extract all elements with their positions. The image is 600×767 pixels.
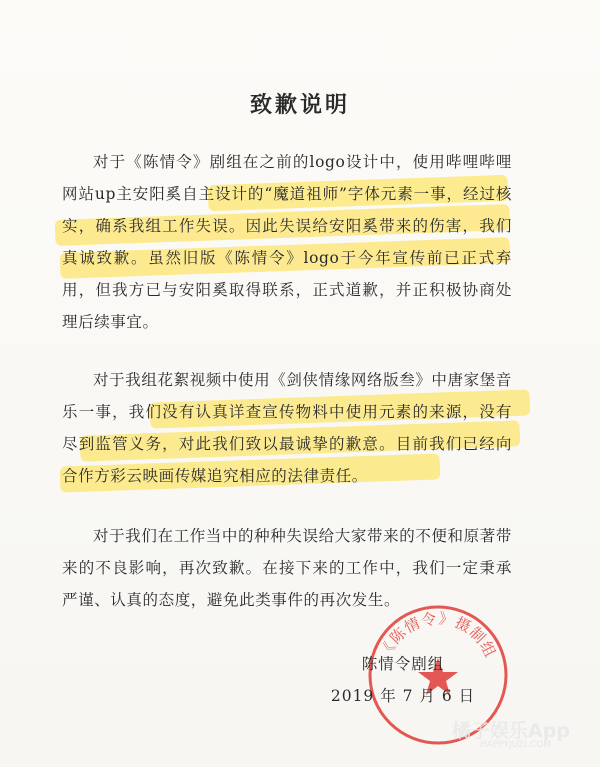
paragraph-music-apology: 对于我组花絮视频中使用《剑侠情缘网络版叁》中唐家堡音乐一事，我们没有认真详查宣传物料中使用元素的来源，没有尽到监管义务，对此我们致以最诚挚的歉意。目前我们已经向合作方彩云映画传媒追究相应的法律责任。	[62, 371, 512, 485]
watermark-logo: 橘子娱乐App	[452, 720, 570, 742]
signature: 陈情令剧组	[361, 655, 445, 673]
page-title: 致歉说明	[249, 92, 350, 118]
seal-text: 《陈情令》摄制组	[376, 609, 500, 661]
date: 2019 年 7 月 6 日	[330, 687, 476, 705]
paragraph-closing: 对于我们在工作当中的种种失误给大家带来的不便和原著带来的不良影响，再次致歉。在接下来的工作中，我们一定秉承严谨、认真的态度，避免此类事件的再次发生。	[62, 527, 512, 609]
paragraph-logo-apology: 对于《陈情令》剧组在之前的logo设计中，使用哔哩哔哩网站up主安阳奚自主设计的“魔道祖师”字体元素一事，经过核实，确系我组工作失误。因此失误给安阳奚带来的伤害，我们真诚致歉。虽然旧版《陈情令》logo于今年宣传前已正式弃用，但我方已与安阳奚取得联系，正式道歉，并正积极协商处理后续事宜。	[62, 153, 512, 331]
watermark-url: HAPPYJUZI.COM	[480, 740, 551, 750]
